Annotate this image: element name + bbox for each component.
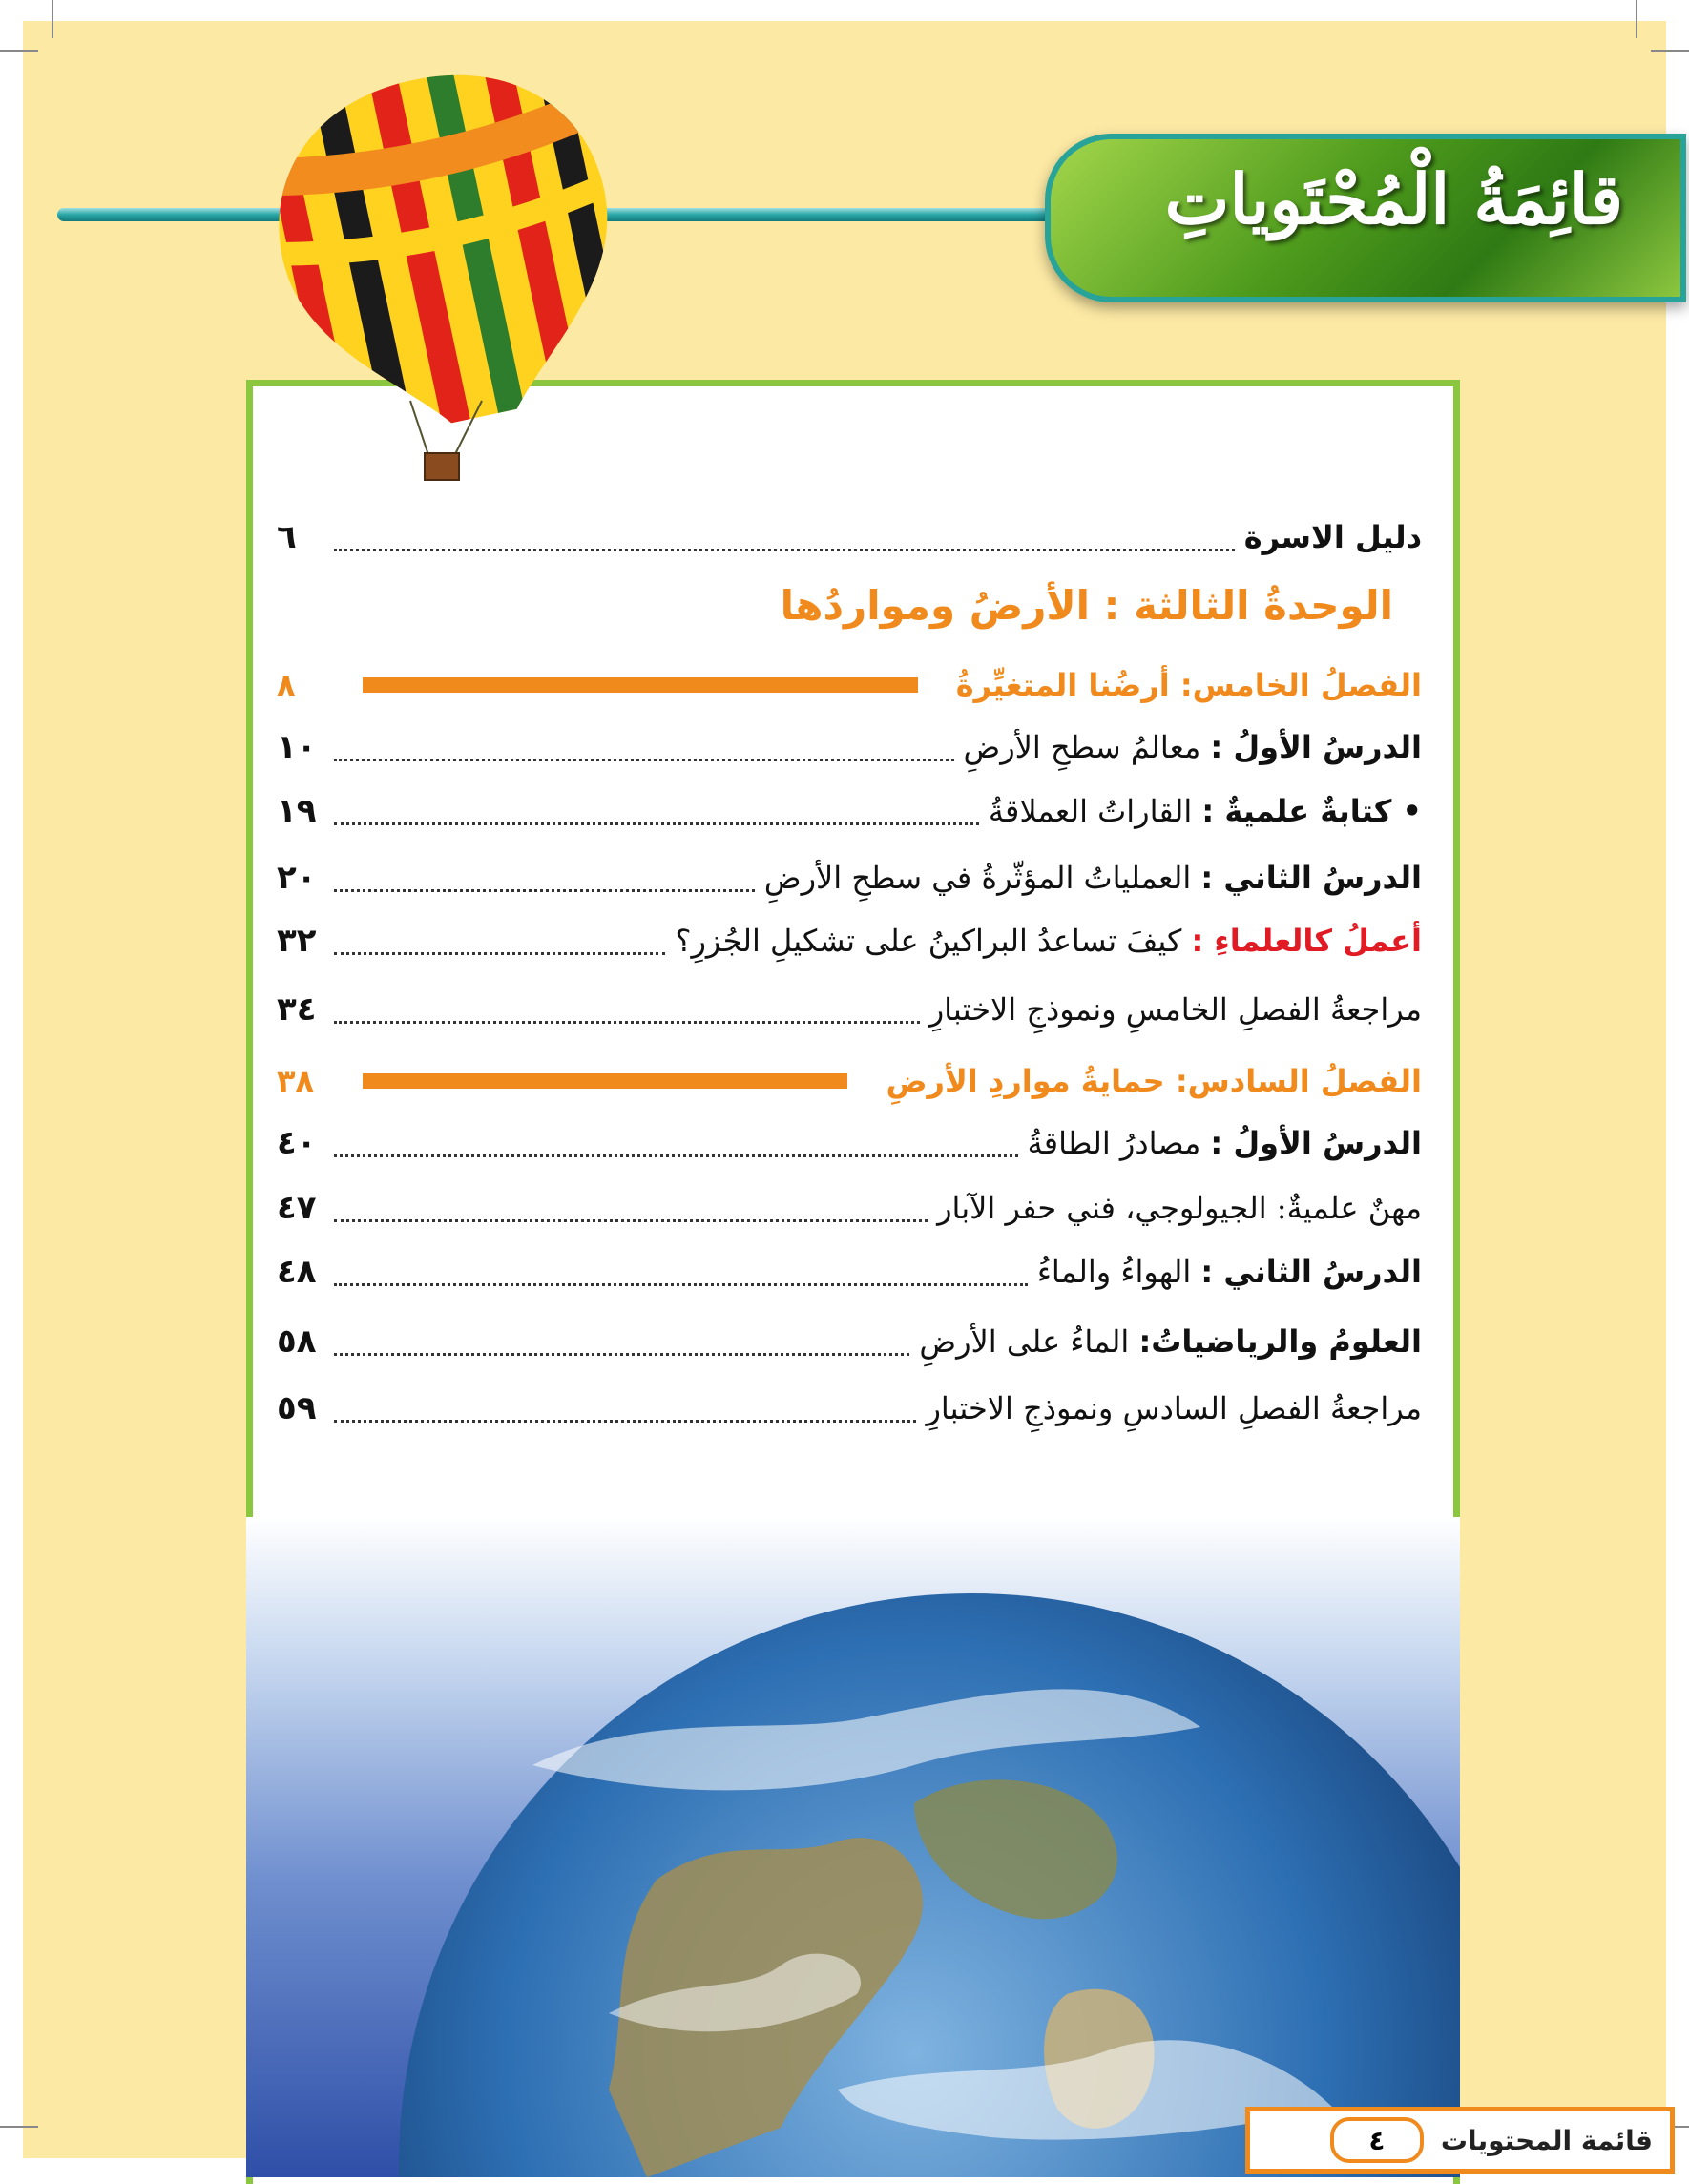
leader-dots xyxy=(334,734,954,761)
leader-dots xyxy=(334,1395,916,1423)
entry-label: الدرسُ الثاني : xyxy=(1200,860,1422,896)
footer-label: قائمة المحتويات xyxy=(1440,2124,1653,2156)
crop-mark xyxy=(0,2126,38,2128)
entry-text: العملياتُ المؤثّرةُ في سطحِ الأرضِ xyxy=(763,860,1201,896)
leader-dots xyxy=(334,1195,928,1222)
page-number: ٤٠ xyxy=(277,1124,317,1162)
page-number: ٤٨ xyxy=(277,1253,317,1291)
entry-text: القاراتُ العملاقةُ xyxy=(988,793,1202,829)
chapter-bar xyxy=(363,1073,847,1089)
leader-dots xyxy=(334,524,1235,551)
page-number: ١٠ xyxy=(277,728,317,766)
toc-row[interactable] xyxy=(277,1181,1422,1235)
toc-row[interactable] xyxy=(277,1382,1422,1435)
leader-dots xyxy=(334,996,920,1024)
entry-label: الدرسُ الأولُ : xyxy=(1210,729,1422,765)
page-title: قائِمَةُ الْمُحْتَوياتِ xyxy=(1164,158,1623,239)
leader-dots xyxy=(334,864,755,892)
earth-globe-image xyxy=(246,1517,1460,2177)
crop-mark xyxy=(1636,0,1637,38)
crop-mark xyxy=(52,0,53,38)
crop-mark xyxy=(1651,50,1689,52)
chapter-page-number: ٨ xyxy=(277,667,296,703)
toc-row[interactable] xyxy=(277,784,1422,838)
footer-page-number: ٤ xyxy=(1330,2117,1424,2163)
entry-text: الهواءُ والماءُ xyxy=(1036,1254,1201,1290)
toc-row[interactable] xyxy=(277,983,1422,1036)
entry-label-red: أعملُ كالعلماءِ : xyxy=(1191,923,1422,959)
toc-row[interactable] xyxy=(277,720,1422,774)
chapter-page-number: ٣٨ xyxy=(277,1063,315,1099)
entry-label: • كتابةٌ علميةٌ : xyxy=(1201,793,1422,829)
entry-text: معالمُ سطحِ الأرضِ xyxy=(963,729,1211,765)
page-number: ٥٨ xyxy=(277,1322,317,1361)
entry-text: مراجعةُ الفصلِ السادسِ ونموذجِ الاختبارِ xyxy=(926,1390,1422,1426)
entry-text: مراجعةُ الفصلِ الخامسِ ونموذجِ الاختبارِ xyxy=(928,991,1422,1028)
chapter-title: الفصلُ الخامس: أرضُنا المتغيِّرةُ xyxy=(955,667,1422,703)
chapter-heading[interactable] xyxy=(277,658,1422,712)
leader-dots xyxy=(334,798,979,825)
page-number: ٣٤ xyxy=(277,990,317,1029)
toc-row[interactable] xyxy=(277,914,1422,967)
entry-text: مهنٌ علميةٌ: الجيولوجي، فني حفر الآبار xyxy=(937,1190,1422,1226)
entry-label: الدرسُ الثاني : xyxy=(1200,1254,1422,1290)
chapter-title: الفصلُ السادس: حمايةُ مواردِ الأرضِ xyxy=(886,1063,1422,1099)
toc-row[interactable] xyxy=(277,851,1422,905)
toc-row[interactable] xyxy=(277,1315,1422,1368)
toc-row-family-guide[interactable] xyxy=(277,510,1422,564)
page-number: ٢٠ xyxy=(277,859,317,897)
chapter-bar xyxy=(363,677,918,693)
entry-text: مصادرُ الطاقةُ xyxy=(1027,1125,1211,1161)
entry-text: الماءُ على الأرضِ xyxy=(919,1323,1139,1360)
page-footer xyxy=(1245,2107,1675,2174)
title-banner xyxy=(1045,134,1686,302)
unit-title: الوحدةُ الثالثة : الأرضُ ومواردُها xyxy=(780,582,1393,629)
entry-label: العلومُ والرياضياتُ: xyxy=(1138,1323,1422,1360)
crop-mark xyxy=(0,50,38,52)
page-number: ٣٢ xyxy=(277,922,317,960)
toc-row[interactable] xyxy=(277,1116,1422,1170)
page-number: ١٩ xyxy=(277,792,317,830)
toc-entry-label: دليل الاسرة xyxy=(1243,519,1422,555)
toc-row[interactable] xyxy=(277,1245,1422,1299)
page-number: ٤٧ xyxy=(277,1189,317,1227)
leader-dots xyxy=(334,1130,1018,1157)
entry-label: الدرسُ الأولُ : xyxy=(1210,1125,1422,1161)
entry-text: كيفَ تساعدُ البراكينُ على تشكيلِ الجُزرِ؟ xyxy=(675,923,1192,959)
page-number: ٥٩ xyxy=(277,1389,317,1427)
hot-air-balloon-image xyxy=(253,57,644,506)
leader-dots xyxy=(334,1258,1028,1286)
chapter-heading[interactable] xyxy=(277,1054,1422,1108)
leader-dots xyxy=(334,1328,909,1356)
page-number: ٦ xyxy=(277,518,297,556)
leader-dots xyxy=(334,927,665,955)
